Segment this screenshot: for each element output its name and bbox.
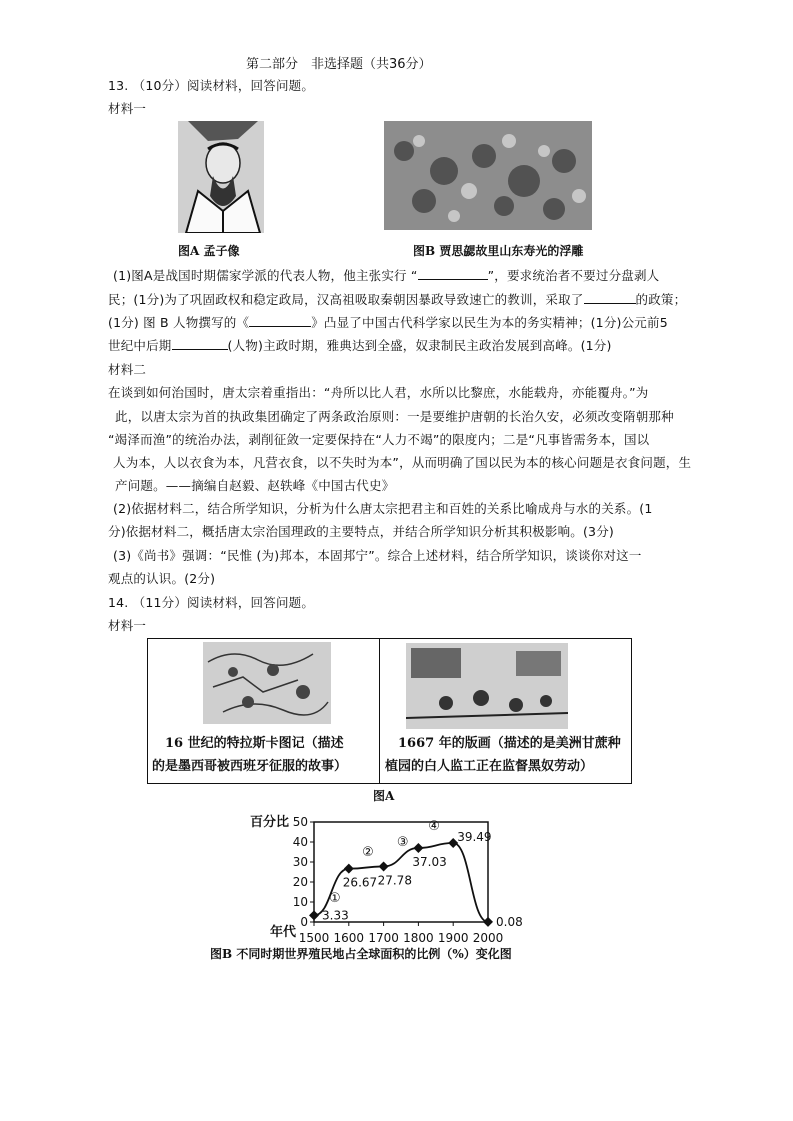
left-caption-line2: 的是墨西哥被西班牙征服的故事） [152,759,348,774]
codex-illustration-image [203,642,331,724]
q13-material2-label: 材料二 [108,362,147,377]
data-point-marker [413,843,423,853]
data-label: 0.08 [496,914,523,929]
annotation-marker: ③ [396,835,409,850]
annotation-marker: ② [362,845,374,860]
y-tick-label: 10 [292,895,308,909]
left-caption-line1: 16 世纪的特拉斯卡图记（描述 [165,736,344,751]
q13-part3-line1: (3)《尚书》强调：“民惟 (为)邦本，本固邦宁”。综合上述材料，结合所学知识，谈谈你对这一 [113,548,642,563]
y-tick-label: 30 [292,855,308,869]
x-axis-label: 年代 [270,925,297,940]
data-point-marker [483,917,493,927]
y-tick-label: 50 [292,815,308,829]
mencius-portrait-image [178,121,264,233]
data-label: 39.49 [457,830,492,845]
x-tick-label: 1900 [437,931,469,945]
data-label: 26.67 [342,875,378,890]
q13-material2-line3: “竭泽而渔”的统治办法，剥削征敛一定要保持在“人力不竭”的限度内；二是“凡事皆需务本，国以 [108,432,650,447]
x-tick-label: 1700 [368,931,399,945]
q13-intro: 13. （10分）阅读材料，回答问题。 [108,78,315,93]
q14-material1-label: 材料一 [108,618,147,633]
q13-material2-line4: 人为本，人以衣食为本，凡营衣食，以不失时为本”，从而明确了国以民为本的核心问题是衣食问题，生 [113,455,692,470]
x-tick-label: 1600 [333,931,365,945]
q13-part2-line2: 分)依据材料二，概括唐太宗治国理政的主要特点，并结合所学知识分析其积极影响。(3分) [108,524,614,539]
relief-sculpture-image [384,121,592,230]
right-caption-line2: 植园的白人监工正在监督黑奴劳动） [385,759,594,774]
q13-part2-line1: (2)依据材料二，结合所学知识，分析为什么唐太宗把君主和百姓的关系比喻成舟与水的关系。(1 [113,501,653,516]
annotation-marker: ④ [428,819,440,834]
section-title: 第二部分 非选择题（共36分） [246,57,432,72]
engraving-image [406,643,568,729]
colony-area-line-chart [200,808,540,968]
q14-left-cell [148,639,380,783]
data-label: 3.33 [322,908,349,923]
figure-a-caption: 图A 孟子像 [178,244,240,258]
q13-part1-line2: 民；(1分)为了巩固政权和稳定政局，汉高祖吸取秦朝因暴政导致速亡的教训，采取了 的政策； [108,292,687,307]
y-tick-label: 0 [300,915,308,929]
data-label: 27.78 [377,873,412,888]
x-tick-label: 2000 [472,931,504,945]
q14-intro: 14. （11分）阅读材料，回答问题。 [108,595,315,610]
q14-right-cell [381,639,631,783]
q13-part1-line3: (1分) 图 B 人物撰写的《 》凸显了中国古代科学家以民生为本的务实精神；(1分)公元前5 [108,315,668,330]
data-point-marker [344,864,354,874]
data-point-marker [379,861,389,871]
q13-part3-line2: 观点的认识。(2分) [108,571,216,586]
y-axis-label: 百分比 [250,815,290,830]
y-tick-label: 20 [292,875,308,889]
figure-b-caption: 图B 贾思勰故里山东寿光的浮雕 [413,244,584,258]
q13-material2-line1: 在谈到如何治国时，唐太宗着重指出：“舟所以比人君，水所以比黎庶，水能载舟，亦能覆舟。”为 [108,385,649,400]
x-tick-label: 1500 [298,931,330,945]
data-point-marker [309,910,319,920]
x-tick-label: 1800 [403,931,434,945]
data-label: 37.03 [412,854,447,869]
y-tick-label: 40 [292,835,308,849]
chart-title: 图B 不同时期世界殖民地占全球面积的比例（%）变化图 [210,947,512,961]
q13-material2-line5: 产问题。——摘编自赵毅、赵轶峰《中国古代史》 [115,478,395,493]
q14-figure-a-label: 图A [373,789,395,803]
right-caption-line1: 1667 年的版画（描述的是美洲甘蔗种 [398,736,621,751]
annotation-marker: ① [329,891,341,906]
q14-figure-a-box [147,638,632,784]
q13-material1-label: 材料一 [108,101,147,116]
q13-part1-line4: 世纪中后期 (人物)主政时期，雅典达到全盛，奴隶制民主政治发展到高峰。(1分) [108,338,612,353]
q13-part1-line1: (1)图A是战国时期儒家学派的代表人物，他主张实行 “ ”，要求统治者不要过分盘剥人 [113,268,660,283]
q13-material2-line2: 此，以唐太宗为首的执政集团确定了两条政治原则：一是要维护唐朝的长治久安，必须改变隋朝那种 [115,409,674,424]
